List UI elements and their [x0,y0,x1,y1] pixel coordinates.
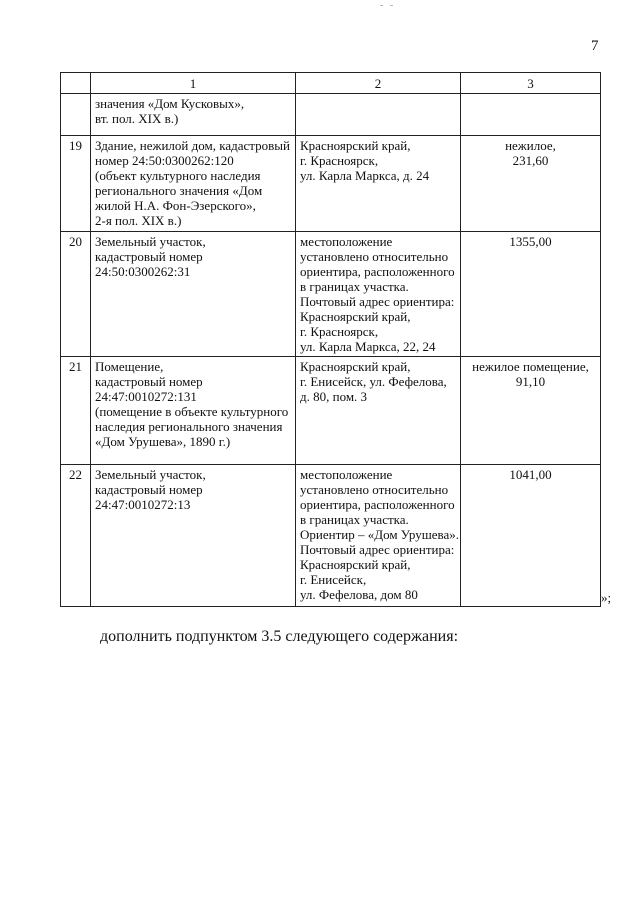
address-line: местоположение [300,467,393,482]
address-line: Красноярский край, [300,557,411,572]
object-line: регионального значения «Дом [95,183,263,198]
object-line: кадастровый номер [95,249,203,264]
address-line: Красноярский край, [300,309,411,324]
address-line: в границах участка. [300,279,409,294]
address-line: ул. Карла Маркса, д. 24 [300,168,430,183]
object-line: 24:47:0010272:131 [95,389,197,404]
address-cell [296,94,461,136]
address-line: д. 80, пом. 3 [300,389,368,404]
object-line: вт. пол. XIX в.) [95,111,179,126]
address-line: г. Красноярск, [300,324,379,339]
address-cell [296,465,461,607]
object-line: «Дом Урушева», 1890 г.) [95,434,231,449]
object-line: 24:47:0010272:13 [95,497,191,512]
top-mark: - - [380,0,396,11]
address-line: г. Красноярск, [300,153,379,168]
address-line: местоположение [300,234,393,249]
object-line: кадастровый номер [95,482,203,497]
purpose-cell [461,232,601,357]
address-line: Ориентир – «Дом Урушева». [300,527,459,542]
purpose-line: нежилое, [505,138,556,153]
address-line: г. Енисейск, ул. Фефелова, [300,374,447,389]
purpose-cell [461,136,601,232]
address-line: в границах участка. [300,512,409,527]
table-row [61,465,601,607]
closing-quote-mark: »; [601,590,612,605]
object-cell [91,94,296,136]
row-number-cell: 20 [61,232,91,357]
address-line: установлено относительно [300,482,449,497]
header-cell: 1 [91,73,296,94]
purpose-line: 1355,00 [509,234,552,249]
purpose-line: 91,10 [515,374,546,389]
object-cell [91,465,296,607]
object-line: 2-я пол. XIX в.) [95,213,182,228]
table-row [61,136,601,232]
address-line: Почтовый адрес ориентира: [300,294,455,309]
registry-table [60,72,601,607]
address-cell [296,232,461,357]
object-line: Земельный участок, [95,467,206,482]
object-line: (объект культурного наследия [95,168,261,183]
object-line: (помещение в объекте культурного [95,404,289,419]
header-cell [61,73,91,94]
address-line: ул. Фефелова, дом 80 [300,587,418,602]
address-line: Красноярский край, [300,359,411,374]
table-row [61,94,601,136]
address-cell [296,136,461,232]
address-line: ориентира, расположенного [300,497,455,512]
address-line: ул. Карла Маркса, 22, 24 [300,339,436,354]
object-line: кадастровый номер [95,374,203,389]
object-line: наследия регионального значения [95,419,283,434]
object-line: значения «Дом Кусковых», [95,96,245,111]
address-line: ориентира, расположенного [300,264,455,279]
table-row [61,232,601,357]
purpose-line: нежилое помещение, [472,359,589,374]
row-number-cell: 19 [61,136,91,232]
object-cell [91,232,296,357]
address-line: г. Енисейск, [300,572,367,587]
object-line: Помещение, [95,359,164,374]
object-line: 24:50:0300262:31 [95,264,191,279]
purpose-cell [461,357,601,465]
object-line: номер 24:50:0300262:120 [95,153,234,168]
purpose-cell [461,465,601,607]
address-cell [296,357,461,465]
object-line: Земельный участок, [95,234,206,249]
table-row [61,357,601,465]
row-number-cell [61,94,91,136]
continuation-paragraph: дополнить подпунктом 3.5 следующего содержания: [100,628,459,645]
purpose-cell [461,94,601,136]
address-line: Красноярский край, [300,138,411,153]
row-number-cell: 21 [61,357,91,465]
purpose-line: 231,60 [512,153,549,168]
object-cell [91,357,296,465]
object-line: Здание, нежилой дом, кадастровый [95,138,290,153]
header-cell: 2 [296,73,461,94]
object-cell [91,136,296,232]
address-line: Почтовый адрес ориентира: [300,542,455,557]
page-number: 7 [591,38,599,54]
header-cell: 3 [461,73,601,94]
object-line: жилой Н.А. Фон-Эзерского», [95,198,256,213]
table-header-row [61,73,601,94]
address-line: установлено относительно [300,249,449,264]
row-number-cell: 22 [61,465,91,607]
purpose-line: 1041,00 [509,467,552,482]
